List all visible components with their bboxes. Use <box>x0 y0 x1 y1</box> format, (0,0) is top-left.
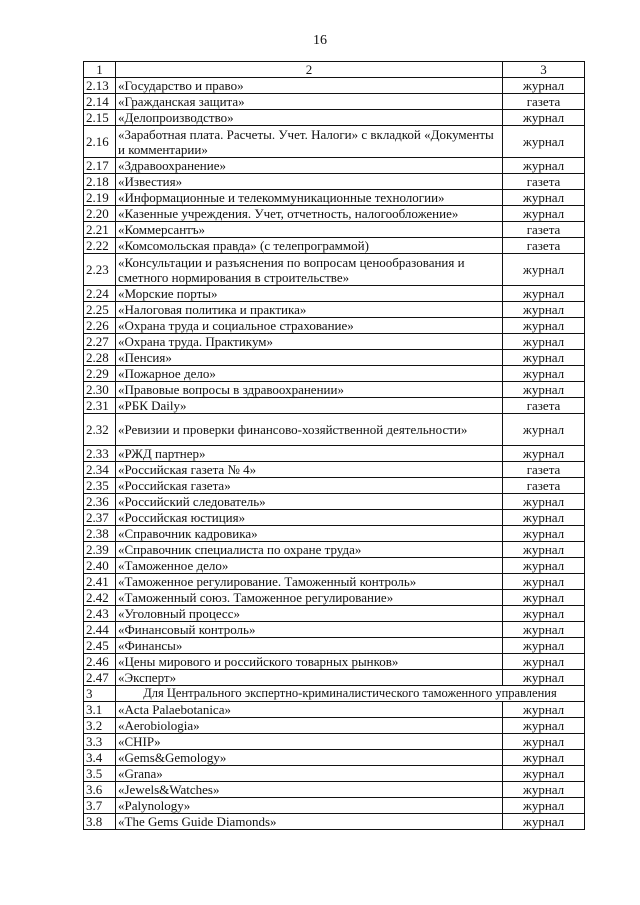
row-number: 3.8 <box>84 814 116 830</box>
publication-type: журнал <box>503 318 585 334</box>
publication-type: газета <box>503 222 585 238</box>
table-row <box>84 238 585 254</box>
row-number: 2.46 <box>84 654 116 670</box>
table-row <box>84 286 585 302</box>
publication-type: журнал <box>503 366 585 382</box>
header-col-3: 3 <box>503 62 585 78</box>
publication-title: «Palynology» <box>116 798 503 814</box>
publication-title: «РБК Daily» <box>116 398 503 414</box>
row-number: 2.30 <box>84 382 116 398</box>
row-number: 2.26 <box>84 318 116 334</box>
table-row <box>84 766 585 782</box>
row-number: 2.19 <box>84 190 116 206</box>
publication-title: «Таможенный союз. Таможенное регулирование» <box>116 590 503 606</box>
publication-title: «Grana» <box>116 766 503 782</box>
table-row <box>84 366 585 382</box>
periodicals-table <box>83 61 585 830</box>
row-number: 2.37 <box>84 510 116 526</box>
row-number: 2.44 <box>84 622 116 638</box>
table-row <box>84 78 585 94</box>
row-number: 2.20 <box>84 206 116 222</box>
publication-type: журнал <box>503 734 585 750</box>
publication-title: «Консультации и разъяснения по вопросам ценообразования и сметного нормирования в строительстве» <box>116 254 503 286</box>
table-row <box>84 334 585 350</box>
table-row <box>84 478 585 494</box>
publication-title: «Казенные учреждения. Учет, отчетность, налогообложение» <box>116 206 503 222</box>
publication-title: «Уголовный процесс» <box>116 606 503 622</box>
table-row <box>84 318 585 334</box>
row-number: 2.28 <box>84 350 116 366</box>
table-row <box>84 638 585 654</box>
publication-title: «Таможенное регулирование. Таможенный контроль» <box>116 574 503 590</box>
publication-title: «Налоговая политика и практика» <box>116 302 503 318</box>
publication-type: журнал <box>503 622 585 638</box>
publication-title: «Морские порты» <box>116 286 503 302</box>
row-number: 2.17 <box>84 158 116 174</box>
publication-type: журнал <box>503 798 585 814</box>
row-number: 2.42 <box>84 590 116 606</box>
publication-title: «Gems&Gemology» <box>116 750 503 766</box>
table-header-row <box>84 62 585 78</box>
publication-title: «Российская газета № 4» <box>116 462 503 478</box>
header-col-1: 1 <box>84 62 116 78</box>
table-row <box>84 414 585 446</box>
table-row <box>84 782 585 798</box>
row-number: 2.16 <box>84 126 116 158</box>
publication-type: журнал <box>503 590 585 606</box>
row-number: 2.43 <box>84 606 116 622</box>
publication-title: «Заработная плата. Расчеты. Учет. Налоги» с вкладкой «Документы и комментарии» <box>116 126 503 158</box>
row-number: 3.4 <box>84 750 116 766</box>
publication-type: журнал <box>503 78 585 94</box>
publication-type: журнал <box>503 302 585 318</box>
table-row <box>84 382 585 398</box>
publication-title: «Справочник кадровика» <box>116 526 503 542</box>
publication-title: «Информационные и телекоммуникационные технологии» <box>116 190 503 206</box>
row-number: 3.2 <box>84 718 116 734</box>
table-row <box>84 750 585 766</box>
publication-type: журнал <box>503 414 585 446</box>
row-number: 2.18 <box>84 174 116 190</box>
row-number: 2.25 <box>84 302 116 318</box>
publication-title: «Jewels&Watches» <box>116 782 503 798</box>
publication-type: журнал <box>503 158 585 174</box>
table-row <box>84 702 585 718</box>
publication-title: «Цены мирового и российского товарных рынков» <box>116 654 503 670</box>
row-number: 2.34 <box>84 462 116 478</box>
publication-title: «CHIP» <box>116 734 503 750</box>
publication-type: журнал <box>503 494 585 510</box>
publication-title: «Государство и право» <box>116 78 503 94</box>
row-number: 2.45 <box>84 638 116 654</box>
publication-title: «Справочник специалиста по охране труда» <box>116 542 503 558</box>
publication-type: журнал <box>503 574 585 590</box>
publication-type: журнал <box>503 446 585 462</box>
table-row <box>84 606 585 622</box>
publication-title: «Делопроизводство» <box>116 110 503 126</box>
table-row <box>84 542 585 558</box>
publication-title: «Пенсия» <box>116 350 503 366</box>
publication-type: журнал <box>503 254 585 286</box>
row-number: 2.27 <box>84 334 116 350</box>
row-number: 2.40 <box>84 558 116 574</box>
table-row <box>84 190 585 206</box>
publication-type: журнал <box>503 766 585 782</box>
publication-type: журнал <box>503 750 585 766</box>
publication-title: «Ревизии и проверки финансово-хозяйственной деятельности» <box>116 414 503 446</box>
publication-title: «Российский следователь» <box>116 494 503 510</box>
publication-title: «Таможенное дело» <box>116 558 503 574</box>
row-number: 2.47 <box>84 670 116 686</box>
section-title: Для Центрального экспертно-криминалистического таможенного управления <box>116 686 585 702</box>
table-row <box>84 206 585 222</box>
table-row <box>84 814 585 830</box>
publication-title: «Пожарное дело» <box>116 366 503 382</box>
publication-type: журнал <box>503 190 585 206</box>
row-number: 2.35 <box>84 478 116 494</box>
row-number: 2.24 <box>84 286 116 302</box>
row-number: 2.36 <box>84 494 116 510</box>
publication-title: «Российская газета» <box>116 478 503 494</box>
publication-type: журнал <box>503 814 585 830</box>
table-row <box>84 446 585 462</box>
table-row <box>84 798 585 814</box>
row-number: 3.1 <box>84 702 116 718</box>
row-number: 2.38 <box>84 526 116 542</box>
publication-type: журнал <box>503 654 585 670</box>
publication-type: журнал <box>503 542 585 558</box>
table-row <box>84 574 585 590</box>
table-row <box>84 174 585 190</box>
row-number: 2.15 <box>84 110 116 126</box>
publication-title: «Acta Palaebotanica» <box>116 702 503 718</box>
publication-type: журнал <box>503 510 585 526</box>
publication-title: «Здравоохранение» <box>116 158 503 174</box>
table-row <box>84 126 585 158</box>
table-row <box>84 654 585 670</box>
row-number: 2.33 <box>84 446 116 462</box>
page-number: 16 <box>313 33 327 48</box>
publication-type: журнал <box>503 350 585 366</box>
publication-title: «Эксперт» <box>116 670 503 686</box>
row-number: 2.22 <box>84 238 116 254</box>
row-number: 2.29 <box>84 366 116 382</box>
row-number: 3.3 <box>84 734 116 750</box>
publication-type: журнал <box>503 606 585 622</box>
publication-title: «Комсомольская правда» (с телепрограммой) <box>116 238 503 254</box>
publication-title: «Финансы» <box>116 638 503 654</box>
table-row <box>84 350 585 366</box>
row-number: 3.5 <box>84 766 116 782</box>
publication-type: журнал <box>503 670 585 686</box>
publication-title: «Aerobiologia» <box>116 718 503 734</box>
table-row <box>84 510 585 526</box>
publication-title: «Охрана труда и социальное страхование» <box>116 318 503 334</box>
row-number: 2.31 <box>84 398 116 414</box>
publication-type: газета <box>503 398 585 414</box>
publication-title: «Финансовый контроль» <box>116 622 503 638</box>
publication-type: газета <box>503 94 585 110</box>
table-row <box>84 526 585 542</box>
publication-type: газета <box>503 174 585 190</box>
table-row <box>84 622 585 638</box>
publication-type: журнал <box>503 718 585 734</box>
row-number: 2.41 <box>84 574 116 590</box>
row-number: 2.32 <box>84 414 116 446</box>
table-row <box>84 254 585 286</box>
publication-type: журнал <box>503 702 585 718</box>
publication-type: журнал <box>503 334 585 350</box>
publication-type: журнал <box>503 382 585 398</box>
publication-title: «Правовые вопросы в здравоохранении» <box>116 382 503 398</box>
publication-type: журнал <box>503 286 585 302</box>
publication-type: газета <box>503 238 585 254</box>
table-row <box>84 158 585 174</box>
publication-title: «Известия» <box>116 174 503 190</box>
table-row <box>84 734 585 750</box>
publication-title: «Коммерсантъ» <box>116 222 503 238</box>
header-col-2: 2 <box>116 62 503 78</box>
table-row <box>84 110 585 126</box>
publication-type: газета <box>503 462 585 478</box>
publication-title: «Охрана труда. Практикум» <box>116 334 503 350</box>
publication-title: «Российская юстиция» <box>116 510 503 526</box>
table-row <box>84 590 585 606</box>
table-row <box>84 558 585 574</box>
table-row <box>84 718 585 734</box>
publication-type: журнал <box>503 558 585 574</box>
section-number: 3 <box>84 686 116 702</box>
table-row <box>84 222 585 238</box>
publication-type: журнал <box>503 110 585 126</box>
row-number: 2.39 <box>84 542 116 558</box>
table-row <box>84 494 585 510</box>
publication-title: «The Gems Guide Diamonds» <box>116 814 503 830</box>
row-number: 3.6 <box>84 782 116 798</box>
table-row <box>84 94 585 110</box>
row-number: 3.7 <box>84 798 116 814</box>
publication-type: журнал <box>503 526 585 542</box>
publication-title: «Гражданская защита» <box>116 94 503 110</box>
table-row <box>84 302 585 318</box>
section-row <box>84 686 585 702</box>
publication-type: журнал <box>503 638 585 654</box>
row-number: 2.14 <box>84 94 116 110</box>
publication-type: журнал <box>503 126 585 158</box>
row-number: 2.23 <box>84 254 116 286</box>
publication-type: газета <box>503 478 585 494</box>
publication-title: «РЖД партнер» <box>116 446 503 462</box>
table-row <box>84 398 585 414</box>
publication-type: журнал <box>503 206 585 222</box>
publication-type: журнал <box>503 782 585 798</box>
table-row <box>84 462 585 478</box>
row-number: 2.13 <box>84 78 116 94</box>
table-row <box>84 670 585 686</box>
row-number: 2.21 <box>84 222 116 238</box>
